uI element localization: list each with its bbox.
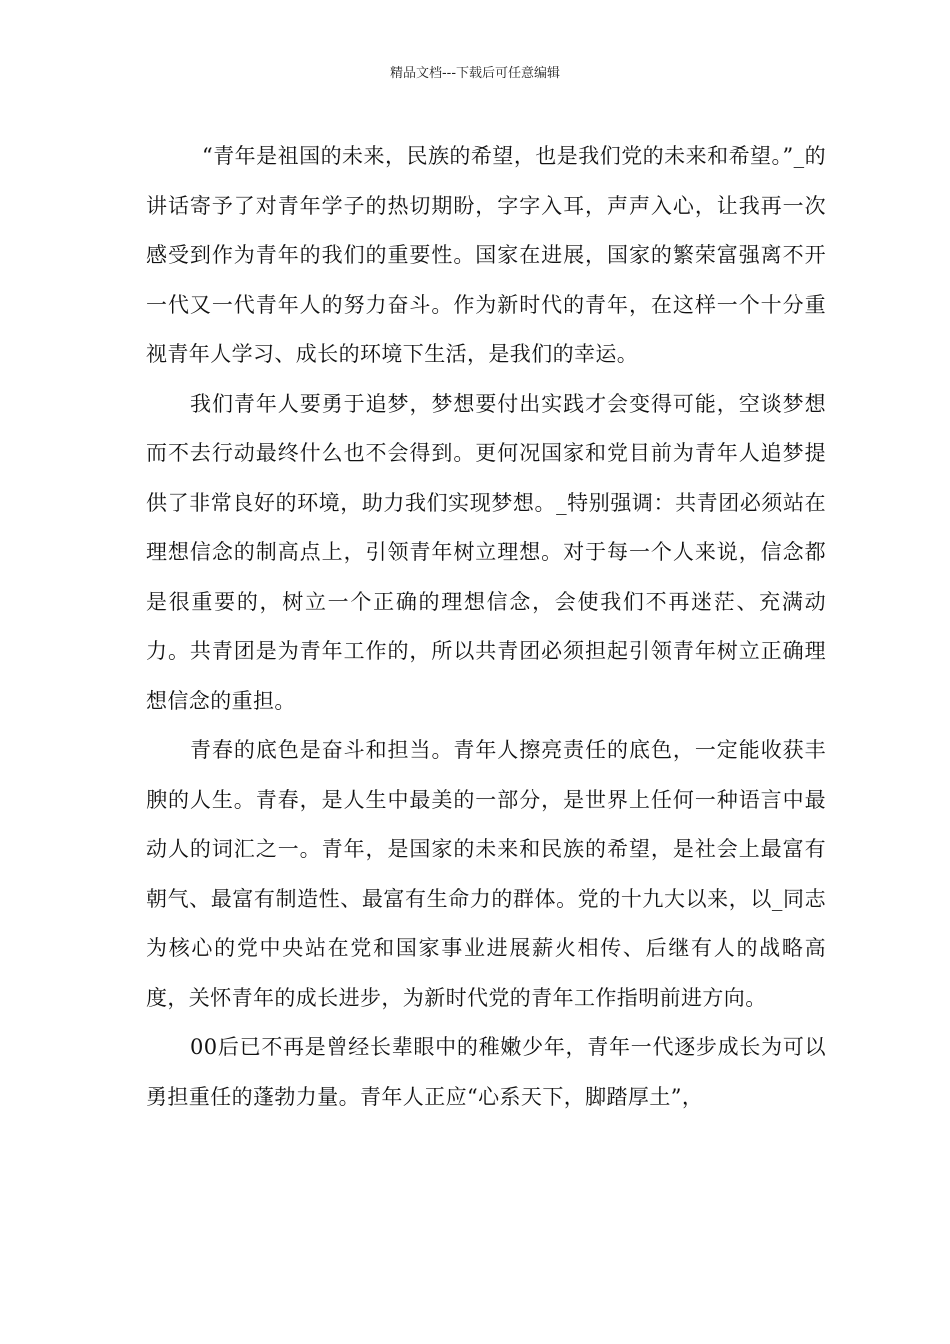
page-header: 精品文档---下载后可任意编辑 xyxy=(389,66,561,81)
paragraph-3: 青春的底色是奋斗和担当。青年人擦亮责任的底色，一定能收获丰腴的人生。青春，是人生中最美的一部分，是世界上任何一种语言中最动人的词汇之一。青年，是国家的未来和民族的希望，是社会上最富有朝气、最富有制造性、最富有生命力的群体。党的十九大以来，以_同志为核心的党中央站在党和国家事业进展薪火相传、后继有人的战略高度，关怀青年的成长进步，为新时代党的青年工作指明前进方向。 xyxy=(146,738,826,1010)
document-body xyxy=(146,132,826,1122)
paragraph-1: “青年是祖国的未来，民族的希望，也是我们党的未来和希望。”_的讲话寄予了对青年学子的热切期盼，字字入耳，声声入心，让我再一次感受到作为青年的我们的重要性。国家在进展，国家的繁荣富强离不开一代又一代青年人的努力奋斗。作为新时代的青年，在这样一个十分重视青年人学习、成长的环境下生活，是我们的幸运。 xyxy=(146,144,826,366)
paragraph-2: 我们青年人要勇于追梦，梦想要付出实践才会变得可能，空谈梦想而不去行动最终什么也不会得到。更何况国家和党目前为青年人追梦提供了非常良好的环境，助力我们实现梦想。_特别强调：共青团必须站在理想信念的制高点上，引领青年树立理想。对于每一个人来说，信念都是很重要的，树立一个正确的理想信念，会使我们不再迷茫、充满动力。共青团是为青年工作的，所以共青团必须担起引领青年树立正确理想信念的重担。 xyxy=(146,391,826,713)
paragraph-4: 00后已不再是曾经长辈眼中的稚嫩少年，青年一代逐步成长为可以勇担重任的蓬勃力量。青年人正应“心系天下，脚踏厚土”， xyxy=(146,1035,826,1109)
